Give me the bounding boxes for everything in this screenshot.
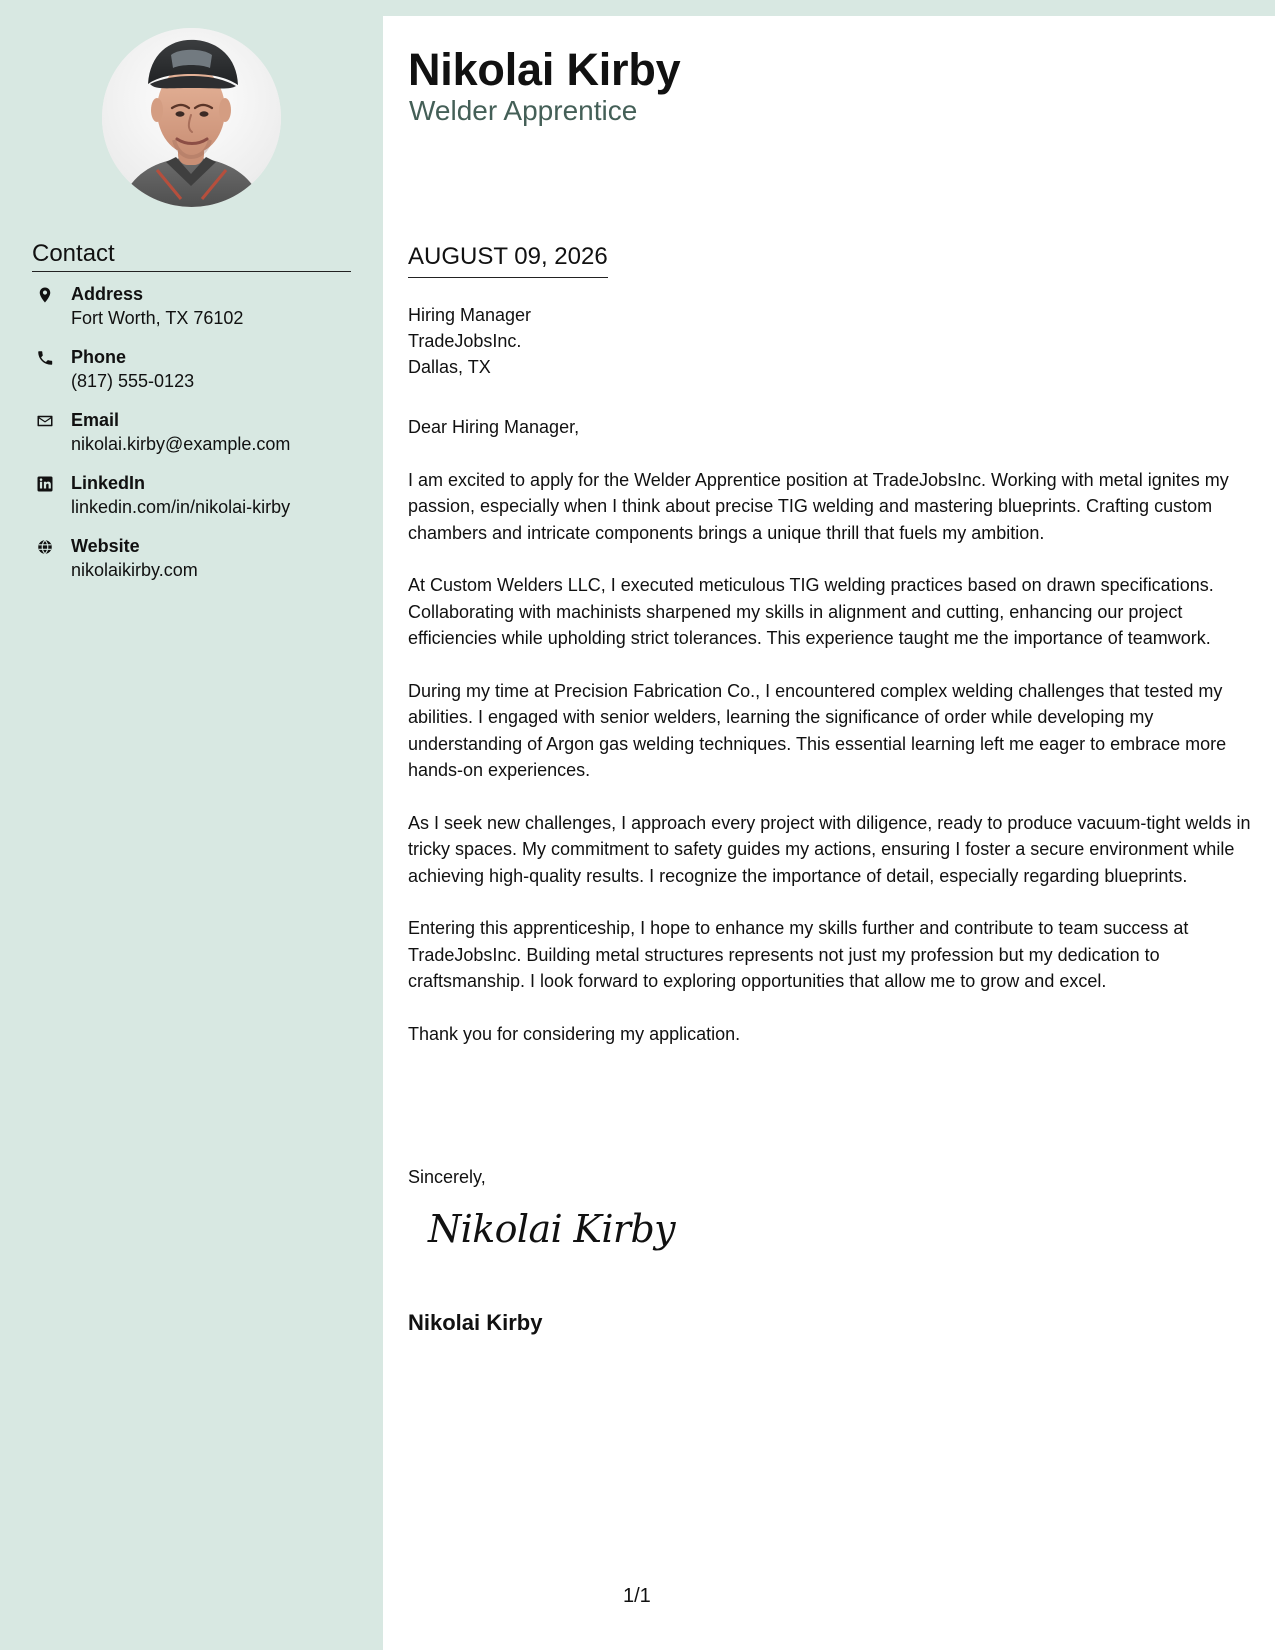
email-icon <box>36 412 54 430</box>
contact-sidebar <box>0 0 383 1650</box>
page-number: 1/1 <box>623 1585 651 1607</box>
contact-section-title: Contact <box>32 240 351 272</box>
letter-paragraph: During my time at Precision Fabrication Co., I encountered complex welding challenges that tested my abilities. I engaged with senior welders, learning the significance of order while developing my understanding of Argon gas welding techniques. This essential learning left me eager to embrace more hands-on experiences. <box>408 680 1227 780</box>
profile-photo <box>102 28 281 207</box>
contact-address-value: Fort Worth, TX 76102 <box>71 308 244 328</box>
letter-main-panel <box>383 16 1275 1650</box>
contact-label: Address <box>71 284 144 304</box>
contact-website-value[interactable]: nikolaikirby.com <box>71 560 198 580</box>
contact-list <box>32 285 362 600</box>
letter-paragraph: I am excited to apply for the Welder Apprentice position at TradeJobsInc. Working with metal ignites my passion, especially when I think about precise TIG welding and mastering blueprints. Crafting custom chambers and intricate components brings a unique thrill that fuels my ambition. <box>408 469 1229 543</box>
contact-phone-value: (817) 555-0123 <box>71 371 195 391</box>
recipient-name: Hiring Manager <box>408 305 532 325</box>
handwritten-signature: Nikolai Kirby <box>428 1207 676 1251</box>
contact-item-address <box>32 285 362 348</box>
contact-linkedin-value[interactable]: linkedin.com/in/nikolai-kirby <box>71 497 291 517</box>
letter-paragraph: Thank you for considering my application. <box>408 1023 741 1044</box>
linkedin-icon <box>36 475 54 493</box>
letter-paragraph: Entering this apprenticeship, I hope to enhance my skills further and contribute to team success at TradeJobsInc. Building metal structures represents not just my profession but my dedication to craftsmanship. I look forward to exploring opportunities that allow me to grow and excel. <box>408 918 1189 991</box>
contact-email-value[interactable]: nikolai.kirby@example.com <box>71 434 291 454</box>
applicant-job-title: Welder Apprentice <box>409 95 638 126</box>
recipient-location: Dallas, TX <box>408 357 491 377</box>
applicant-name: Nikolai Kirby <box>408 44 681 95</box>
letter-closing: Sincerely, <box>408 1167 486 1187</box>
recipient-block <box>408 302 531 380</box>
contact-item-email <box>32 411 362 474</box>
letter-paragraph: As I seek new challenges, I approach every project with diligence, ready to produce vacuum-tight welds in tricky spaces. My commitment to safety guides my actions, ensuring I foster a secure environment while achieving high-quality results. I recognize the importance of detail, especially regarding blueprints. <box>408 812 1251 886</box>
profile-photo-illustration <box>102 28 281 207</box>
location-pin-icon <box>36 286 54 304</box>
recipient-company: TradeJobsInc. <box>408 331 522 351</box>
contact-label: Phone <box>71 347 127 367</box>
contact-item-website <box>32 537 362 600</box>
contact-label: LinkedIn <box>71 473 146 493</box>
phone-icon <box>36 349 54 367</box>
letter-date: AUGUST 09, 2026 <box>408 242 608 278</box>
contact-label: Website <box>71 536 140 556</box>
letter-body <box>408 414 1253 1073</box>
globe-icon <box>36 538 54 556</box>
contact-item-linkedin <box>32 474 362 537</box>
letter-paragraph: At Custom Welders LLC, I executed meticulous TIG welding practices based on drawn specifications. Collaborating with machinists sharpened my skills in alignment and cutting, enhancing our project efficiencies while upholding strict tolerances. This experience taught me the importance of teamwork. <box>408 575 1214 648</box>
signer-name: Nikolai Kirby <box>408 1310 543 1335</box>
contact-item-phone <box>32 348 362 411</box>
letter-salutation: Dear Hiring Manager, <box>408 417 580 437</box>
contact-label: Email <box>71 410 120 430</box>
